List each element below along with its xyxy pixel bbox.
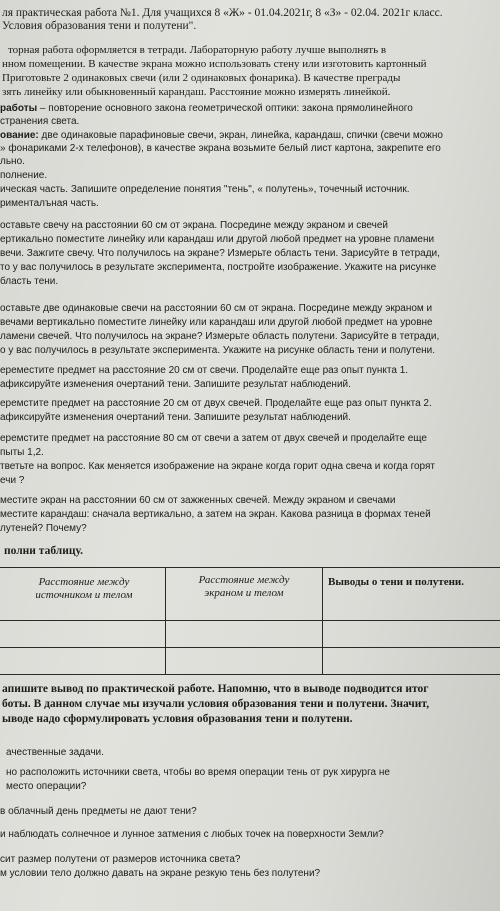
table-header-col-1-line-2: источником и телом: [35, 589, 133, 601]
task-1-line-2: ертикально поместите линейку или карандаш или другой любой предмет на уровне пламени: [0, 234, 435, 245]
task-3-line-1: ереместите предмет на расстояние 20 см от свечи. Проделайте еще раз опыт пункта 1.: [0, 365, 409, 376]
intro-line-1: торная работа оформляется в тетради. Лабораторную работу лучше выполнять в: [8, 44, 387, 56]
task-1-line-5: бласть тени.: [0, 276, 59, 287]
intro-line-4: зять линейку или обыкновенный карандаш. Расстояние можно измерять линейкой.: [2, 86, 391, 98]
equipment-text: две одинаковые парафиновые свечи, экран, линейка, карандаш, спички (свечи можно: [38, 130, 443, 141]
procedure-line-1: полнение.: [0, 170, 48, 181]
task-5-line-3: тветьте на вопрос. Как меняется изображение на экране когда горит одна свеча и когда горят: [0, 461, 435, 472]
task-3-line-2: афиксируйте изменения очертаний тени. Запишите результат наблюдений.: [0, 379, 351, 390]
equipment-line-2: » фонариками 2-х телефонов), в качестве экрана возьмите белый лист картона, закрепите его: [0, 143, 441, 154]
task-6-line-2: местите карандаш: сначала вертикально, а затем на экран. Какова разница в формах теней: [0, 509, 431, 520]
task-2-line-4: о у вас получилось в результате эксперимента. Укажите на рисунке область тени и полутени.: [0, 345, 436, 356]
task-1-line-3: вечи. Зажгите свечу. Что получилось на экране? Измерьте область тени. Зарисуйте в тетради,: [0, 248, 440, 259]
quality-title: ачественные задачи.: [6, 747, 104, 758]
task-5-line-4: ечи ?: [0, 475, 25, 486]
results-table: [0, 567, 500, 675]
task-2-line-2: вечами вертикально поместите линейку или карандаш или другой любой предмет на уровне: [0, 317, 433, 328]
intro-line-2: нном помещении. В качестве экрана можно использовать стену или изготовить картонный: [2, 58, 427, 70]
table-header-col-2-line-2: экраном и телом: [204, 587, 284, 599]
conclusion-line-3: ыводе надо сформулировать условия образования тени и полутени.: [2, 713, 353, 725]
header-line-2: Условия образования тени и полутени".: [2, 20, 197, 32]
task-5-line-1: еремстите предмет на расстояние 80 см от свечи а затем от двух свечей и проделайте еще: [0, 433, 427, 444]
table-header-col-3: Выводы о тени и полутени.: [328, 576, 465, 588]
goal-line-2: странения света.: [0, 116, 80, 127]
quality-question-1: но расположить источники света, чтобы во время операции тень от рук хирурга не: [6, 767, 390, 778]
task-6-line-3: лутеней? Почему?: [0, 523, 87, 534]
task-1-line-4: то у вас получилось в результате эксперимента, постройте изображение. Укажите на рисунке: [0, 262, 437, 273]
goal-line-1: [0, 103, 413, 115]
task-5-line-2: пыты 1,2.: [0, 447, 44, 458]
conclusion-line-1: апишите вывод по практической работе. Напомню, что в выводе подводится итог: [2, 683, 429, 695]
task-1-line-1: оставьте свечу на расстоянии 60 см от экрана. Посредине между экраном и свечей: [0, 220, 389, 231]
table-row-2-cell-1[interactable]: [0, 647, 166, 675]
intro-line-3: Приготовьте 2 одинаковых свечи (или 2 одинаковых фонарика). В качестве преграды: [2, 72, 401, 84]
goal-text: – повторение основного закона геометрической оптики: закона прямолинейного: [37, 103, 413, 114]
quality-question-3: и наблюдать солнечное и лунное затмения с любых точек на поверхности Земли?: [0, 829, 384, 840]
table-header-col-2: [172, 574, 316, 600]
procedure-line-2: ическая часть. Запишите определение понятия "тень", « полутень», точечный источник.: [0, 184, 410, 195]
table-intro: полни таблицу.: [4, 545, 83, 557]
quality-question-4: сит размер полутени от размеров источника света?: [0, 854, 241, 865]
table-header-col-1-line-1: Расстояние между: [38, 576, 130, 588]
quality-question-5: м условии тело должно давать на экране резкую тень без полутени?: [0, 868, 321, 879]
procedure-line-3: рименталъная часть.: [0, 198, 99, 209]
task-2-line-3: ламени свечей. Что получилось на экране? Измерьте область полутени. Зарисуйте в тетради,: [0, 331, 440, 342]
header-line-1: ля практическая работа №1. Для учащихся 8 «Ж» - 01.04.2021г, 8 «З» - 02.04. 2021г класс.: [2, 7, 443, 19]
task-6-line-1: местите экран на расстоянии 60 см от зажженных свечей. Между экраном и свечами: [0, 495, 396, 506]
table-row-1-cell-1[interactable]: [0, 620, 166, 648]
table-header-col-1: [14, 576, 154, 602]
goal-label: работы: [0, 103, 38, 114]
table-row-2-cell-2[interactable]: [165, 647, 323, 675]
table-row-2-cell-3[interactable]: [322, 647, 500, 675]
task-4-line-2: афиксируйте изменения очертаний тени. Запишите результат наблюдений.: [0, 412, 351, 423]
quality-question-1-cont: место операции?: [6, 781, 87, 792]
equipment-label: ование:: [0, 130, 39, 141]
equipment-line-1: [0, 130, 443, 142]
conclusion-line-2: боты. В данном случае мы изучали условия образования тени и полутени. Значит,: [2, 698, 430, 710]
task-2-line-1: оставьте две одинаковые свечи на расстоянии 60 см от экрана. Посредине между экраном и: [0, 303, 433, 314]
table-row-1-cell-2[interactable]: [165, 620, 323, 648]
table-header-col-2-line-1: Расстояние между: [198, 574, 290, 586]
equipment-line-3: льно.: [0, 156, 25, 167]
table-row-1-cell-3[interactable]: [322, 620, 500, 648]
task-4-line-1: еремстите предмет на расстояние 20 см от двух свечей. Проделайте еще раз опыт пункта 2.: [0, 398, 432, 409]
quality-question-2: в облачный день предметы не дают тени?: [0, 806, 197, 817]
